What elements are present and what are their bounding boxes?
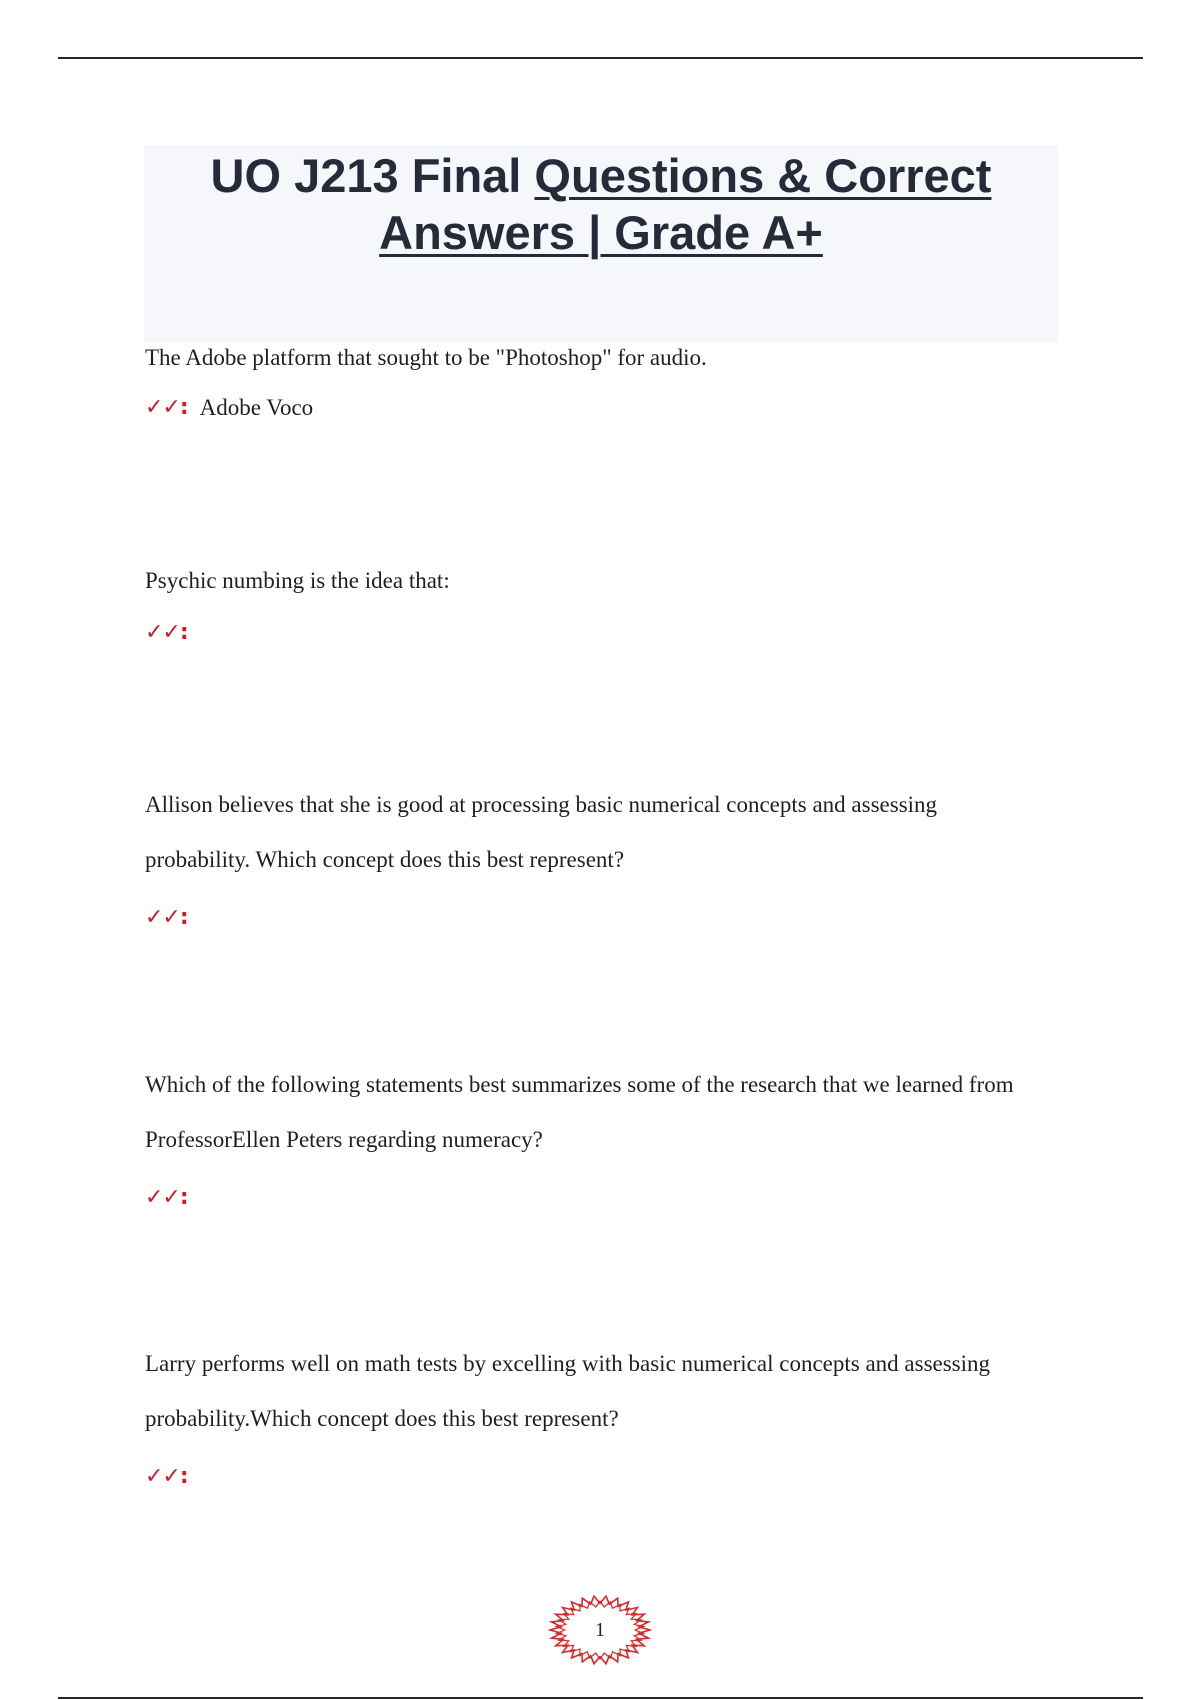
double-check-icon: ✓✓: (145, 905, 188, 930)
page-number: 1 (595, 1619, 605, 1641)
double-check-icon: ✓✓: (145, 395, 188, 420)
title-underlined-2: Answers | Grade A+ (379, 206, 823, 259)
double-check-icon: ✓✓: (145, 1185, 188, 1210)
answer-row (145, 1183, 1045, 1213)
qa-item-1 (145, 330, 1045, 423)
question-text: Allison believes that she is good at processing basic numerical concepts and assessing probability. Which concept does this best represent? (145, 792, 938, 872)
qa-item-5 (145, 1336, 1045, 1492)
answer-row (145, 1462, 1045, 1492)
document-title (144, 145, 1058, 261)
header-rule (58, 57, 1143, 59)
double-check-icon: ✓✓: (145, 620, 188, 645)
answer-text: Adobe Voco (199, 395, 314, 420)
qa-item-2 (145, 553, 1045, 648)
answer-row (145, 903, 1045, 933)
question-text: Larry performs well on math tests by excelling with basic numerical concepts and assessing probability.Which concept does this best represent? (145, 1351, 991, 1431)
footer-rule (58, 1697, 1143, 1699)
qa-item-4 (145, 1057, 1045, 1213)
double-check-icon: ✓✓: (145, 1464, 188, 1489)
question-text: Psychic numbing is the idea that: (145, 568, 450, 593)
title-underlined-1: Questions & Correct (534, 149, 992, 202)
title-banner (144, 145, 1058, 342)
page-number-badge (548, 1594, 652, 1666)
answer-row (145, 618, 1045, 648)
qa-item-3 (145, 777, 1045, 933)
question-text: The Adobe platform that sought to be "Photoshop" for audio. (145, 345, 707, 370)
title-plain: UO J213 Final (210, 149, 535, 202)
question-text: Which of the following statements best summarizes some of the research that we learned from ProfessorEllen Peters regarding numeracy? (145, 1072, 1014, 1152)
answer-row (145, 393, 1045, 423)
